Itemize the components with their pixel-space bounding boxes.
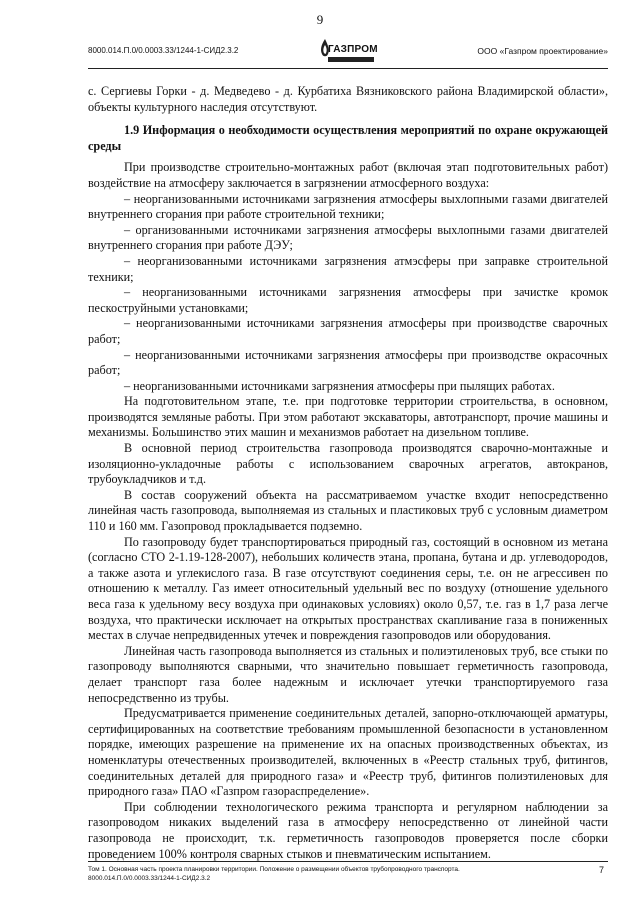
footer-sheet-number: 7: [598, 865, 604, 875]
intro-paragraph: с. Сергиевы Горки - д. Медведево - д. Курбатиха Вязниковского района Владимирской области», объекты культурного наследия отсутствуют.: [88, 84, 608, 114]
logo-text: ГАЗПРОМ: [328, 44, 378, 55]
list-item: – неорганизованными источниками загрязнения атмосферы при пылящих работах.: [124, 378, 555, 393]
logo-subbar: [328, 57, 374, 62]
list-item: – неорганизованными источниками загрязнения атмосферы выхлопными газами двигателей внутреннего сгорания при работе строительной техники;: [88, 191, 608, 222]
header-doc-code: 8000.014.П.0/0.0003.33/1244-1-СИД2.3.2: [88, 46, 239, 55]
footer-doc-code: 8000.014.П.0/0.0003.33/1244-1-СИД2.3.2: [88, 875, 211, 882]
gazprom-logo: [318, 32, 378, 66]
paragraph: По газопроводу будет транспортироваться природный газ, состоящий в основном из метана (согласно СТО 2-1.19-128-2007), небольших количеств этана, пропана, бутана и др. углеводородов, а также азота и углекислого газа. В газе отсутствуют соединения серы, т.е. он не агрессивен по отношению к металлу. Газ имеет относительный удельный вес по воздуху (отношение удельного веса газа к удельному весу воздуха при одинаковых условиях) около 0,57, т.е. газ в 1,7 раза легче воздуха, что практически исключает на открытых пространствах скапливание газа в пониженных местах в случае непредвиденных утечек и повреждения газопроводов или оборудования.: [88, 534, 608, 643]
document-body: [88, 84, 608, 862]
header-company: ООО «Газпром проектирование»: [477, 46, 608, 56]
section-heading: 1.9 Информация о необходимости осуществления мероприятий по охране окружающей среды: [88, 123, 608, 153]
list-item: – неорганизованными источниками загрязнения атмосферы при зачистке кромок пескоструйными установками;: [88, 285, 608, 315]
paragraph: В состав сооружений объекта на рассматриваемом участке входит непосредственно линейная часть газопровода, выполняемая из стальных и пластиковых труб с условным диаметром 110 и 160 мм. Газопровод прокладывается подземно.: [88, 487, 608, 534]
paragraph: При соблюдении технологического режима транспорта и регулярном наблюдении за газопроводом никаких выделений газа в атмосферу непосредственно от линейной части газопровода не происходит, т.к. герметичность газопроводов проверяется после сборки проведением 100% контроля сварных стыков и пневматическим испытанием.: [88, 799, 608, 861]
list-item: – неорганизованными источниками загрязнения атмосферы при производстве окрасочных работ;: [88, 347, 608, 378]
paragraph: Предусматривается применение соединительных деталей, запорно-отключающей арматуры, сертифицированных на соответствие требованиям промышленной безопасности в установленном порядке, имеющих разрешение на применение их на опасных производственных объектах, из номенклатуры отечественных производителей, включенных в «Реестр стальных труб, фитингов, соединительных деталей для природного газа» и «Реестр труб, фитингов полиэтиленовых для природного газа» ПАО «Газпром газораспределение».: [88, 706, 608, 799]
list-item: – неорганизованными источниками загрязнения атмэсферы при заправке строительной техники;: [88, 253, 608, 284]
paragraph: Линейная часть газопровода выполняется из стальных и полиэтиленовых труб, все стыки по газопроводу выполняются сварными, что значительно повышает герметичность газопровода, делает транспорт газа более надежным и исключает утечки транспортируемого газа непосредственно из трубы.: [88, 643, 608, 705]
paragraph: В основной период строительства газопровода производятся сварочно-монтажные и изоляционно-укладочные работы с использованием сварочных агрегатов, автокранов, трубоукладчиков и т.д.: [88, 441, 608, 487]
page-number: 9: [316, 12, 324, 27]
page-footer: [88, 861, 608, 883]
paragraph: При производстве строительно-монтажных работ (включая этап подготовительных работ) воздействие на атмосферу заключается в загрязнении атмосферного воздуха:: [88, 160, 608, 190]
header-divider: [88, 68, 608, 69]
page-header: [88, 32, 608, 70]
list-item: – неорганизованными источниками загрязнения атмосферы при производстве сварочных работ;: [88, 316, 608, 346]
footer-title: Том 1. Основная часть проекта планировки территории. Положение о размещении объектов трубопроводного транспорта.: [88, 866, 460, 873]
list-item: – организованными источниками загрязнения атмосферы выхлопными газами двигателей внутреннего сгорания при работе ДЭУ;: [88, 222, 608, 253]
paragraph: На подготовительном этапе, т.е. при подготовке территории строительства, в основном, производятся земляные работы. При этом работают экскаваторы, автотранспорт, прочие машины и механизмы. Большинство этих машин и механизмов работает на дизельном топливе.: [88, 394, 608, 440]
